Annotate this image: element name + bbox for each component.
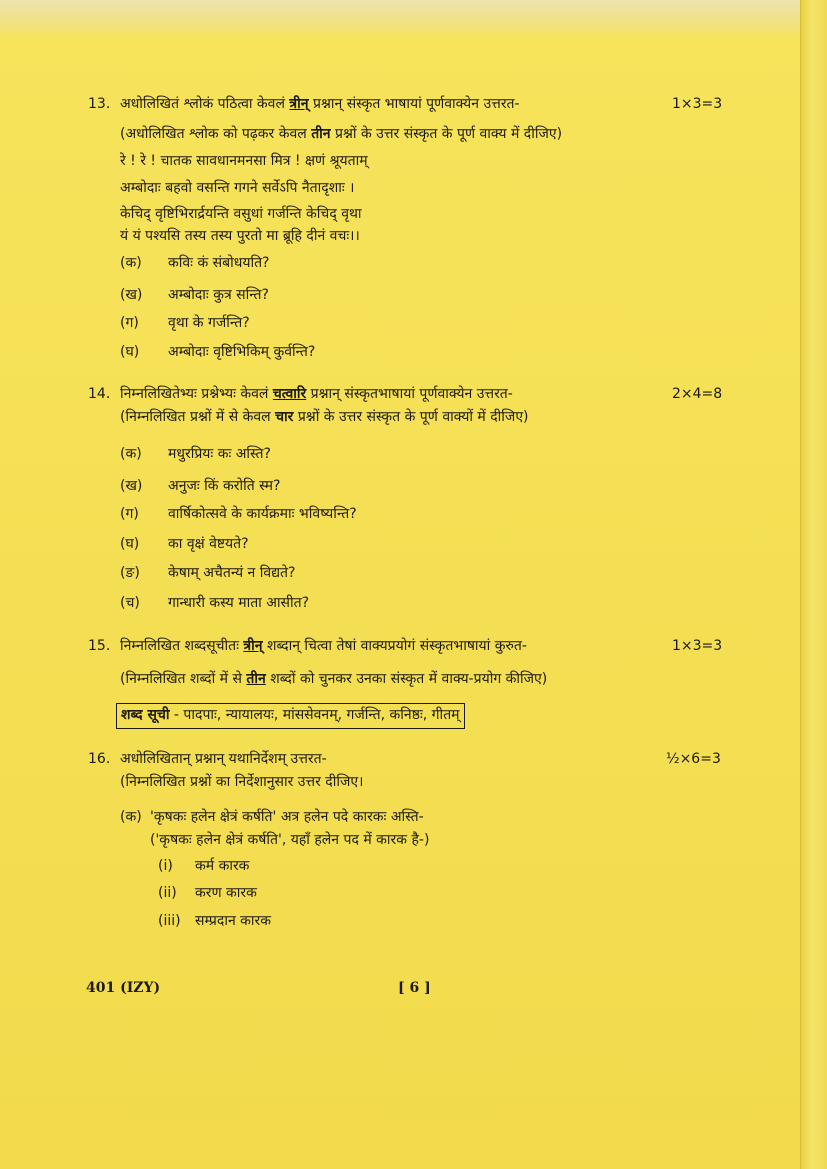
sub-question: (क) कविः कं संबोधयति? [120, 255, 270, 271]
sub-question: (घ) का वृक्षं वेष्टयते? [120, 536, 249, 552]
question-number: 14. [88, 386, 111, 402]
instruction-sanskrit: अधोलिखितं श्लोकं पठित्वा केवलं त्रीन् प्रश्नान् संस्कृत भाषायां पूर्णवाक्येन उत्तरत- [120, 96, 520, 112]
word-list-text: - पादपाः, न्यायालयः, मांससेवनम्, गर्जन्ति, कनिष्ठः, गीतम् [169, 707, 460, 723]
question-number: 15. [88, 638, 111, 654]
option: (i) कर्म कारक [158, 858, 250, 874]
verse-line: रे ! रे ! चातक सावधानमनसा मित्र ! क्षणं श्रूयताम् [120, 153, 368, 169]
paper-code: 401 (IZY) [86, 980, 161, 996]
marks: 1×3=3 [672, 96, 723, 112]
sub-question: (क) मधुरप्रियः कः अस्ति? [120, 446, 271, 462]
instruction-sanskrit: निम्नलिखितेभ्यः प्रश्नेभ्यः केवलं चत्वारि प्रश्नान् संस्कृतभाषायां पूर्णवाक्येन उत्तरत- [120, 386, 513, 402]
verse-line: केचिद् वृष्टिभिरार्द्रयन्ति वसुधां गर्जन्ति केचिद् वृथा [120, 206, 362, 222]
sub-question: (च) गान्धारी कस्य माता आसीत? [120, 595, 310, 611]
marks: 2×4=8 [672, 386, 723, 402]
sub-question: (ग) वार्षिकोत्सवे के कार्यक्रमाः भविष्यन्ति? [120, 506, 357, 522]
word-list-label: शब्द सूची [121, 707, 170, 723]
instruction-hindi: (निम्नलिखित प्रश्नों में से केवल चार प्रश्नों के उत्तर संस्कृत के पूर्ण वाक्यों में दीजिए) [120, 409, 529, 425]
sub-question: (ग) वृथा के गर्जन्ति? [120, 315, 250, 331]
sub-question: (ङ) केषाम् अचैतन्यं न विद्यते? [120, 565, 296, 581]
marks: 1×3=3 [672, 638, 723, 654]
instruction-hindi: (अधोलिखित श्लोक को पढ़कर केवल तीन प्रश्नों के उत्तर संस्कृत के पूर्ण वाक्य में दीजिए) [120, 126, 563, 142]
option: (ii) करण कारक [158, 885, 257, 901]
page-number: [ 6 ] [398, 980, 431, 996]
question-number: 16. [88, 751, 111, 767]
instruction-sanskrit: निम्नलिखित शब्दसूचीतः त्रीन् शब्दान् चित्वा तेषां वाक्यप्रयोगं संस्कृतभाषायां कुरुत- [120, 638, 527, 654]
instruction-hindi: (निम्नलिखित प्रश्नों का निर्देशानुसार उत्तर दीजिए। [120, 774, 364, 790]
sub-question: (घ) अम्बोदाः वृष्टिभिकिम् कुर्वन्ति? [120, 344, 316, 360]
question-number: 13. [88, 96, 111, 112]
verse-line: अम्बोदाः बहवो वसन्ति गगने सर्वेऽपि नैतादृशाः । [120, 180, 355, 196]
marks: ½×6=3 [666, 751, 721, 767]
word-list-box [116, 703, 465, 729]
page-fold [800, 0, 827, 1169]
instruction-hindi: (निम्नलिखित शब्दों में से तीन शब्दों को चुनकर उनका संस्कृत में वाक्य-प्रयोग कीजिए) [120, 671, 548, 687]
sub-question: (ख) अम्बोदाः कुत्र सन्ति? [120, 287, 269, 303]
option: (iii) सम्प्रदान कारक [158, 913, 272, 929]
sub-question-hindi: ('कृषकः हलेन क्षेत्रं कर्षति', यहाँ हलेन पद में कारक है-) [150, 832, 430, 848]
sub-question: (क) 'कृषकः हलेन क्षेत्रं कर्षति' अत्र हलेन पदे कारकः अस्ति- [120, 809, 424, 825]
sub-question: (ख) अनुजः किं करोति स्म? [120, 478, 281, 494]
verse-line: यं यं पश्यसि तस्य तस्य पुरतो मा ब्रूहि दीनं वचः।। [120, 228, 360, 244]
instruction-sanskrit: अधोलिखितान् प्रश्नान् यथानिर्देशम् उत्तरत- [120, 751, 327, 767]
